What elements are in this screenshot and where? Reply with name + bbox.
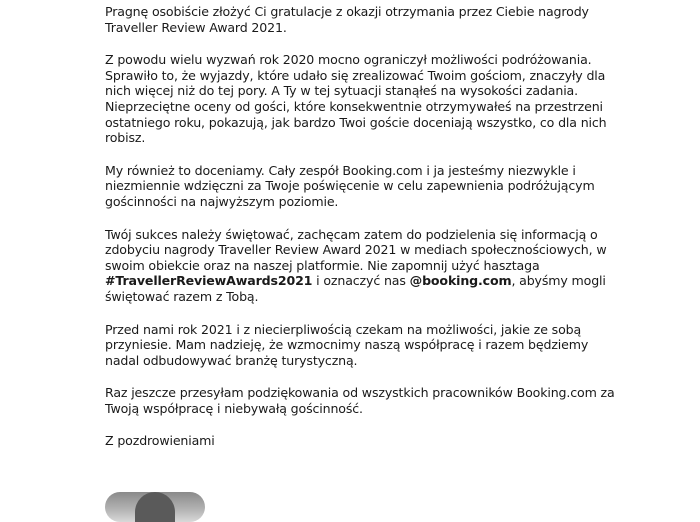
paragraph-thanks: Raz jeszcze przesyłam podziękowania od wszystkich pracowników Booking.com za Twoją współpracę i niebywałą gościnność. <box>105 385 615 416</box>
celebrate-text-2: i oznaczyć nas <box>312 273 410 289</box>
signature-photo <box>105 492 205 522</box>
paragraph-future: Przed nami rok 2021 i z niecierpliwością czekam na możliwości, jakie ze sobą przyniesie. Mam nadzieję, że wzmocnimy naszą współpracę i razem będziemy nadal odbudowywać branżę turystyczną. <box>105 321 589 368</box>
booking-handle: @booking.com <box>409 273 512 289</box>
paragraph-congratulations: Pragnę osobiście złożyć Ci gratulacje z okazji otrzymania przez Ciebie nagrody Traveller Review Award 2021. <box>105 4 589 35</box>
paragraph-challenges-2020: Z powodu wielu wyzwań rok 2020 mocno ograniczył możliwości podróżowania. Sprawiło to, że wyjazdy, które udało się zrealizować Twoim gościom, znaczyły dla nich więcej niż do tej pory. A Ty w tej sytuacji stanąłeś na wysokości zadania. Nieprzeciętne oceny od gości, które konsekwentnie otrzymywałeś na przestrzeni ostatniego roku, pokazują, jak bardzo Twoi goście doceniają wszystko, co dla nich robisz. <box>105 52 607 146</box>
celebrate-text-3: , abyśmy mogli świętować razem z Tobą. <box>105 273 606 304</box>
closing-greeting: Z pozdrowieniami <box>105 433 215 449</box>
paragraph-celebrate <box>105 227 625 305</box>
celebrate-text-1: Twój sukces należy świętować, zachęcam zatem do podzielenia się informacją o zdobyciu nagrody Traveller Review Award 2021 w mediach społecznościowych, w swoim obiekcie oraz na naszej platformie. Nie zapomnij użyć hasztaga <box>105 226 607 273</box>
letter-body <box>105 4 625 466</box>
paragraph-appreciation: My również to doceniamy. Cały zespół Booking.com i ja jesteśmy niezwykle i niezmiennie wdzięczni za Twoje poświęcenie w celu zapewnienia podróżującym gościnności na najwyższym poziomie. <box>105 162 595 209</box>
portrait-silhouette <box>135 492 175 522</box>
hashtag: #TravellerReviewAwards2021 <box>105 273 313 289</box>
